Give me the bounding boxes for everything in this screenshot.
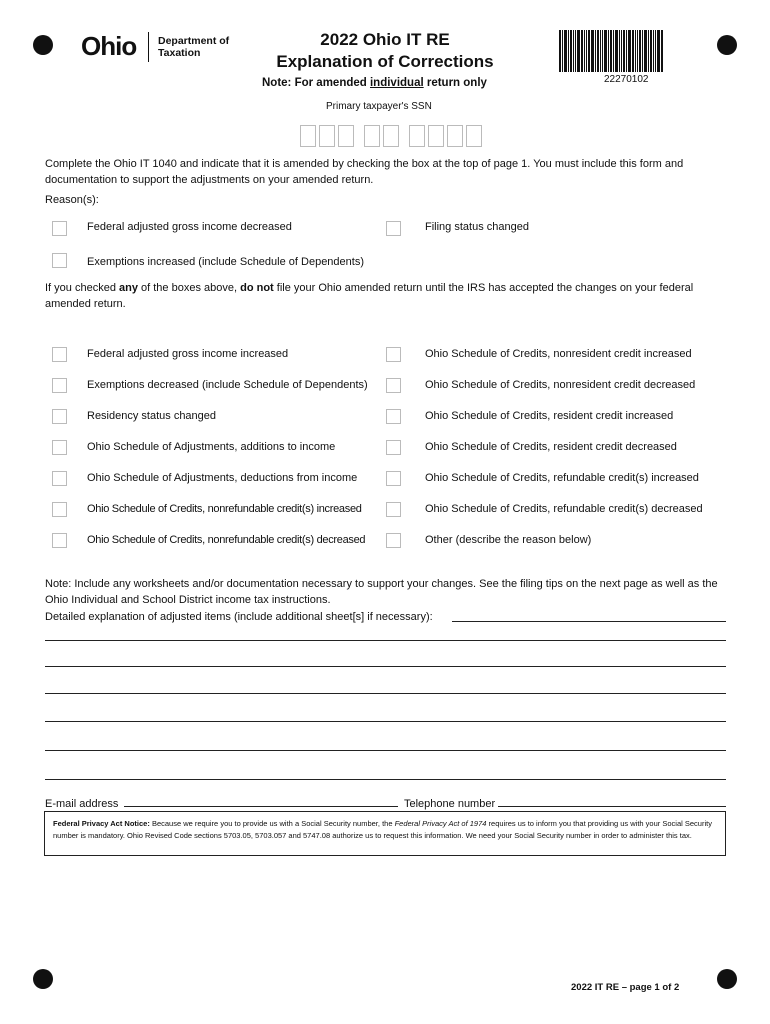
checkbox-refundable-credit-decreased[interactable] xyxy=(386,502,401,517)
department-name xyxy=(158,35,229,59)
privacy-act-notice xyxy=(44,811,726,856)
explanation-line[interactable] xyxy=(45,640,726,641)
reasons-label: Reason(s): xyxy=(45,194,99,206)
ssn-digit-box[interactable] xyxy=(428,125,444,147)
option-label: Ohio Schedule of Credits, nonresident credit decreased xyxy=(425,379,696,391)
privacy-text-2: requires us to inform you that providing us with your Social Security number is mandatory. Ohio Revised Code sections 5703.05, 5703.057 and 5747.08 authorize us to request this information. We need your Social Security number in order to administer this tax. xyxy=(53,819,712,840)
checkbox-exemptions-increased[interactable] xyxy=(52,253,67,268)
privacy-text-1: Because we require you to provide us with a Social Security number, the xyxy=(149,819,395,828)
page-footer: 2022 IT RE – page 1 of 2 xyxy=(571,982,680,993)
amended-note-prefix: Note: For amended xyxy=(262,77,370,89)
checkbox-nonrefundable-credit-increased[interactable] xyxy=(52,502,67,517)
ssn-digit-box[interactable] xyxy=(409,125,425,147)
option-label: Filing status changed xyxy=(425,221,529,233)
checkbox-filing-status-changed[interactable] xyxy=(386,221,401,236)
option-label: Ohio Schedule of Adjustments, deductions from income xyxy=(87,472,358,484)
warning-part-3: file your Ohio amended return until the IRS has accepted the changes on your federal amended return. xyxy=(45,282,694,310)
checkbox-refundable-credit-increased[interactable] xyxy=(386,471,401,486)
checkbox-federal-agi-increased[interactable] xyxy=(52,347,67,362)
phone-label: Telephone number xyxy=(404,798,496,810)
option-label: Ohio Schedule of Credits, refundable credit(s) decreased xyxy=(425,503,703,515)
email-field[interactable] xyxy=(124,806,398,807)
registration-mark-bottom-left xyxy=(33,969,53,989)
ssn-digit-box[interactable] xyxy=(364,125,380,147)
ssn-digit-box[interactable] xyxy=(466,125,482,147)
form-title xyxy=(235,29,535,73)
warning-bold-1: any xyxy=(119,282,138,294)
option-label: Ohio Schedule of Credits, resident credit increased xyxy=(425,410,674,422)
form-barcode xyxy=(559,30,664,72)
irs-warning-text xyxy=(45,280,730,312)
warning-part-1: If you checked xyxy=(45,282,119,294)
checkbox-federal-agi-decreased[interactable] xyxy=(52,221,67,236)
checkbox-exemptions-decreased[interactable] xyxy=(52,378,67,393)
ssn-digit-box[interactable] xyxy=(319,125,335,147)
checkbox-resident-credit-increased[interactable] xyxy=(386,409,401,424)
option-label: Residency status changed xyxy=(87,410,217,422)
option-label: Ohio Schedule of Credits, nonrefundable credit(s) increased xyxy=(87,503,362,515)
intro-text: Complete the Ohio IT 1040 and indicate that it is amended by checking the box at the top of page 1. You must include this form and documentation to support the adjustments on your amended return. xyxy=(45,158,684,186)
explanation-line[interactable] xyxy=(45,779,726,780)
documentation-note: Note: Include any worksheets and/or documentation necessary to support your changes. See the filing tips on the next page as well as the Ohio Individual and School District income tax instructions. xyxy=(45,578,718,606)
ssn-label: Primary taxpayer's SSN xyxy=(326,101,432,112)
checkbox-adjustments-additions[interactable] xyxy=(52,440,67,455)
option-label: Ohio Schedule of Credits, refundable credit(s) increased xyxy=(425,472,699,484)
explanation-line[interactable] xyxy=(45,666,726,667)
form-title-line-2: Explanation of Corrections xyxy=(276,52,494,71)
explanation-line[interactable] xyxy=(45,721,726,722)
privacy-act-name: Federal Privacy Act of 1974 xyxy=(394,819,487,828)
checkbox-nonrefundable-credit-decreased[interactable] xyxy=(52,533,67,548)
amended-note xyxy=(262,77,487,89)
option-label: Ohio Schedule of Credits, nonrefundable credit(s) decreased xyxy=(87,534,366,546)
checkbox-residency-status-changed[interactable] xyxy=(52,409,67,424)
ssn-digit-box[interactable] xyxy=(447,125,463,147)
ssn-digit-box[interactable] xyxy=(383,125,399,147)
explanation-line[interactable] xyxy=(45,750,726,751)
explanation-line[interactable] xyxy=(452,621,726,622)
option-label: Federal adjusted gross income decreased xyxy=(87,221,292,233)
privacy-heading: Federal Privacy Act Notice: xyxy=(53,819,150,828)
form-code: 22270102 xyxy=(604,74,649,85)
option-label: Exemptions decreased (include Schedule of Dependents) xyxy=(87,379,368,391)
checkbox-nonresident-credit-increased[interactable] xyxy=(386,347,401,362)
option-label: Ohio Schedule of Credits, resident credit decreased xyxy=(425,441,677,453)
checkbox-other[interactable] xyxy=(386,533,401,548)
email-label: E-mail address xyxy=(45,798,119,810)
amended-note-emphasis: individual xyxy=(369,77,424,89)
registration-mark-bottom-right xyxy=(717,969,737,989)
option-label: Ohio Schedule of Credits, nonresident credit increased xyxy=(425,348,692,360)
ssn-digit-box[interactable] xyxy=(338,125,354,147)
phone-field[interactable] xyxy=(498,806,726,807)
option-label: Exemptions increased (include Schedule of Dependents) xyxy=(87,256,364,268)
checkbox-adjustments-deductions[interactable] xyxy=(52,471,67,486)
explanation-line[interactable] xyxy=(45,693,726,694)
department-line-2: Taxation xyxy=(158,47,201,59)
ssn-digit-box[interactable] xyxy=(300,125,316,147)
warning-bold-2: do not xyxy=(240,282,274,294)
explanation-label: Detailed explanation of adjusted items (include additional sheet[s] if necessary): xyxy=(45,611,433,623)
option-label: Other (describe the reason below) xyxy=(425,534,592,546)
option-label: Ohio Schedule of Adjustments, additions to income xyxy=(87,441,336,453)
checkbox-nonresident-credit-decreased[interactable] xyxy=(386,378,401,393)
ohio-logo: Ohio xyxy=(81,31,137,61)
form-title-line-1: 2022 Ohio IT RE xyxy=(320,30,450,49)
logo-divider xyxy=(148,32,149,62)
amended-note-suffix: return only xyxy=(423,77,487,89)
checkbox-resident-credit-decreased[interactable] xyxy=(386,440,401,455)
registration-mark-top-left xyxy=(33,35,53,55)
department-line-1: Department of xyxy=(158,35,230,47)
warning-part-2: of the boxes above, xyxy=(137,282,241,294)
option-label: Federal adjusted gross income increased xyxy=(87,348,289,360)
ssn-field[interactable] xyxy=(300,125,482,147)
registration-mark-top-right xyxy=(717,35,737,55)
